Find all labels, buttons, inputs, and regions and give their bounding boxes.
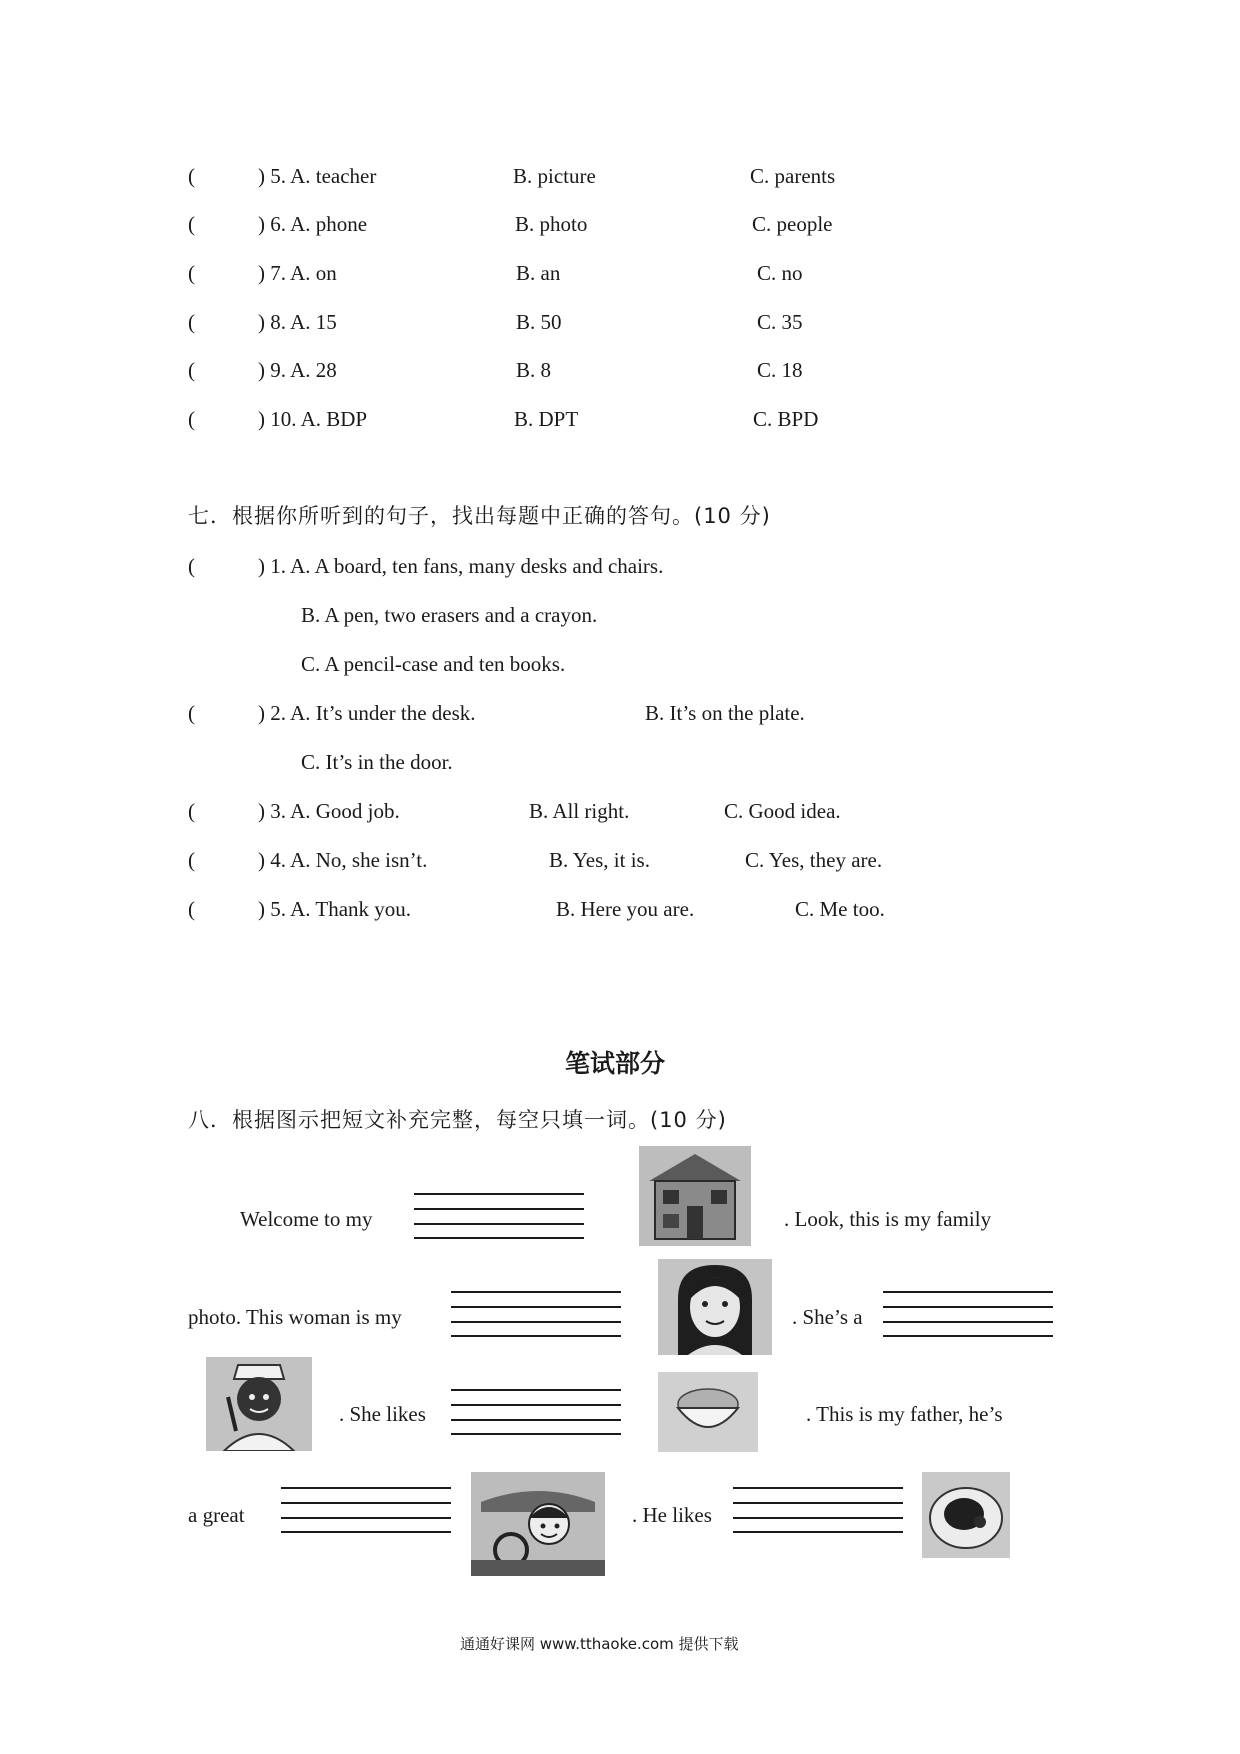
passage-text: photo. This woman is my	[188, 1305, 402, 1329]
option-b: B. DPT	[514, 407, 579, 431]
passage-text: . She likes	[339, 1402, 426, 1426]
nurse-icon	[206, 1357, 312, 1451]
house-icon	[639, 1146, 751, 1246]
option-c: C. 35	[757, 310, 803, 334]
answer-blank-5[interactable]	[281, 1487, 451, 1533]
rice-bowl-icon	[658, 1372, 758, 1452]
answer-paren: (	[188, 407, 195, 431]
q4-option-a: ) 4. A. No, she isn’t.	[258, 848, 428, 872]
option-a: ) 10. A. BDP	[258, 407, 368, 431]
q1-option-a: ) 1. A. A board, ten fans, many desks and chairs.	[258, 554, 664, 578]
option-a: ) 6. A. phone	[258, 212, 368, 236]
option-c: C. 18	[757, 358, 803, 382]
option-b: B. photo	[515, 212, 588, 236]
house-picture	[639, 1146, 751, 1246]
q1-option-b: B. A pen, two erasers and a crayon.	[301, 603, 598, 627]
passage-text: . He likes	[632, 1503, 712, 1527]
answer-blank-6[interactable]	[733, 1487, 903, 1533]
woman-icon	[658, 1259, 772, 1355]
option-a: ) 9. A. 28	[258, 358, 337, 382]
option-c: C. people	[752, 212, 833, 236]
answer-blank-2[interactable]	[451, 1291, 621, 1337]
plate-icon	[922, 1472, 1010, 1558]
q1-option-c: C. A pencil-case and ten books.	[301, 652, 566, 676]
answer-paren: (	[188, 799, 195, 823]
passage-text: a great	[188, 1503, 245, 1527]
q4-option-b: B. Yes, it is.	[549, 848, 650, 872]
option-c: C. parents	[750, 164, 836, 188]
section-7-title: 七．根据你所听到的句子，找出每题中正确的答句。(10 分)	[188, 504, 771, 528]
q5-option-b: B. Here you are.	[556, 897, 695, 921]
option-b: B. an	[516, 261, 561, 285]
option-a: ) 5. A. teacher	[258, 164, 377, 188]
answer-paren: (	[188, 897, 195, 921]
q2-option-b: B. It’s on the plate.	[645, 701, 805, 725]
option-b: B. picture	[513, 164, 596, 188]
written-section-heading: 笔试部分	[565, 1049, 666, 1078]
answer-paren: (	[188, 261, 195, 285]
q5-option-c: C. Me too.	[795, 897, 885, 921]
answer-blank-4[interactable]	[451, 1389, 621, 1435]
passage-text: . This is my father, he’s	[806, 1402, 1003, 1426]
option-b: B. 8	[516, 358, 552, 382]
passage-text: Welcome to my	[240, 1207, 373, 1231]
option-b: B. 50	[516, 310, 562, 334]
answer-paren: (	[188, 848, 195, 872]
answer-paren: (	[188, 164, 195, 188]
q3-option-b: B. All right.	[529, 799, 630, 823]
answer-blank-1[interactable]	[414, 1193, 584, 1239]
option-c: C. BPD	[753, 407, 819, 431]
answer-paren: (	[188, 554, 195, 578]
q2-option-a: ) 2. A. It’s under the desk.	[258, 701, 476, 725]
driver-icon	[471, 1472, 605, 1576]
q3-option-a: ) 3. A. Good job.	[258, 799, 400, 823]
mother-picture	[658, 1259, 772, 1355]
section-8-title: 八．根据图示把短文补充完整，每空只填一词。(10 分)	[188, 1108, 727, 1132]
driver-picture	[471, 1472, 605, 1576]
option-c: C. no	[757, 261, 803, 285]
nurse-picture	[206, 1357, 312, 1451]
q5-option-a: ) 5. A. Thank you.	[258, 897, 412, 921]
passage-text: . Look, this is my family	[784, 1207, 992, 1231]
q4-option-c: C. Yes, they are.	[745, 848, 883, 872]
answer-paren: (	[188, 701, 195, 725]
passage-text: . She’s a	[792, 1305, 863, 1329]
answer-paren: (	[188, 310, 195, 334]
q3-option-c: C. Good idea.	[724, 799, 841, 823]
option-a: ) 7. A. on	[258, 261, 337, 285]
page-footer: 通通好课网 www.tthaoke.com 提供下载	[460, 1635, 739, 1653]
rice-picture	[658, 1372, 758, 1452]
answer-paren: (	[188, 212, 195, 236]
q2-option-c: C. It’s in the door.	[301, 750, 453, 774]
option-a: ) 8. A. 15	[258, 310, 337, 334]
answer-paren: (	[188, 358, 195, 382]
answer-blank-3[interactable]	[883, 1291, 1053, 1337]
food-plate-picture	[922, 1472, 1010, 1558]
